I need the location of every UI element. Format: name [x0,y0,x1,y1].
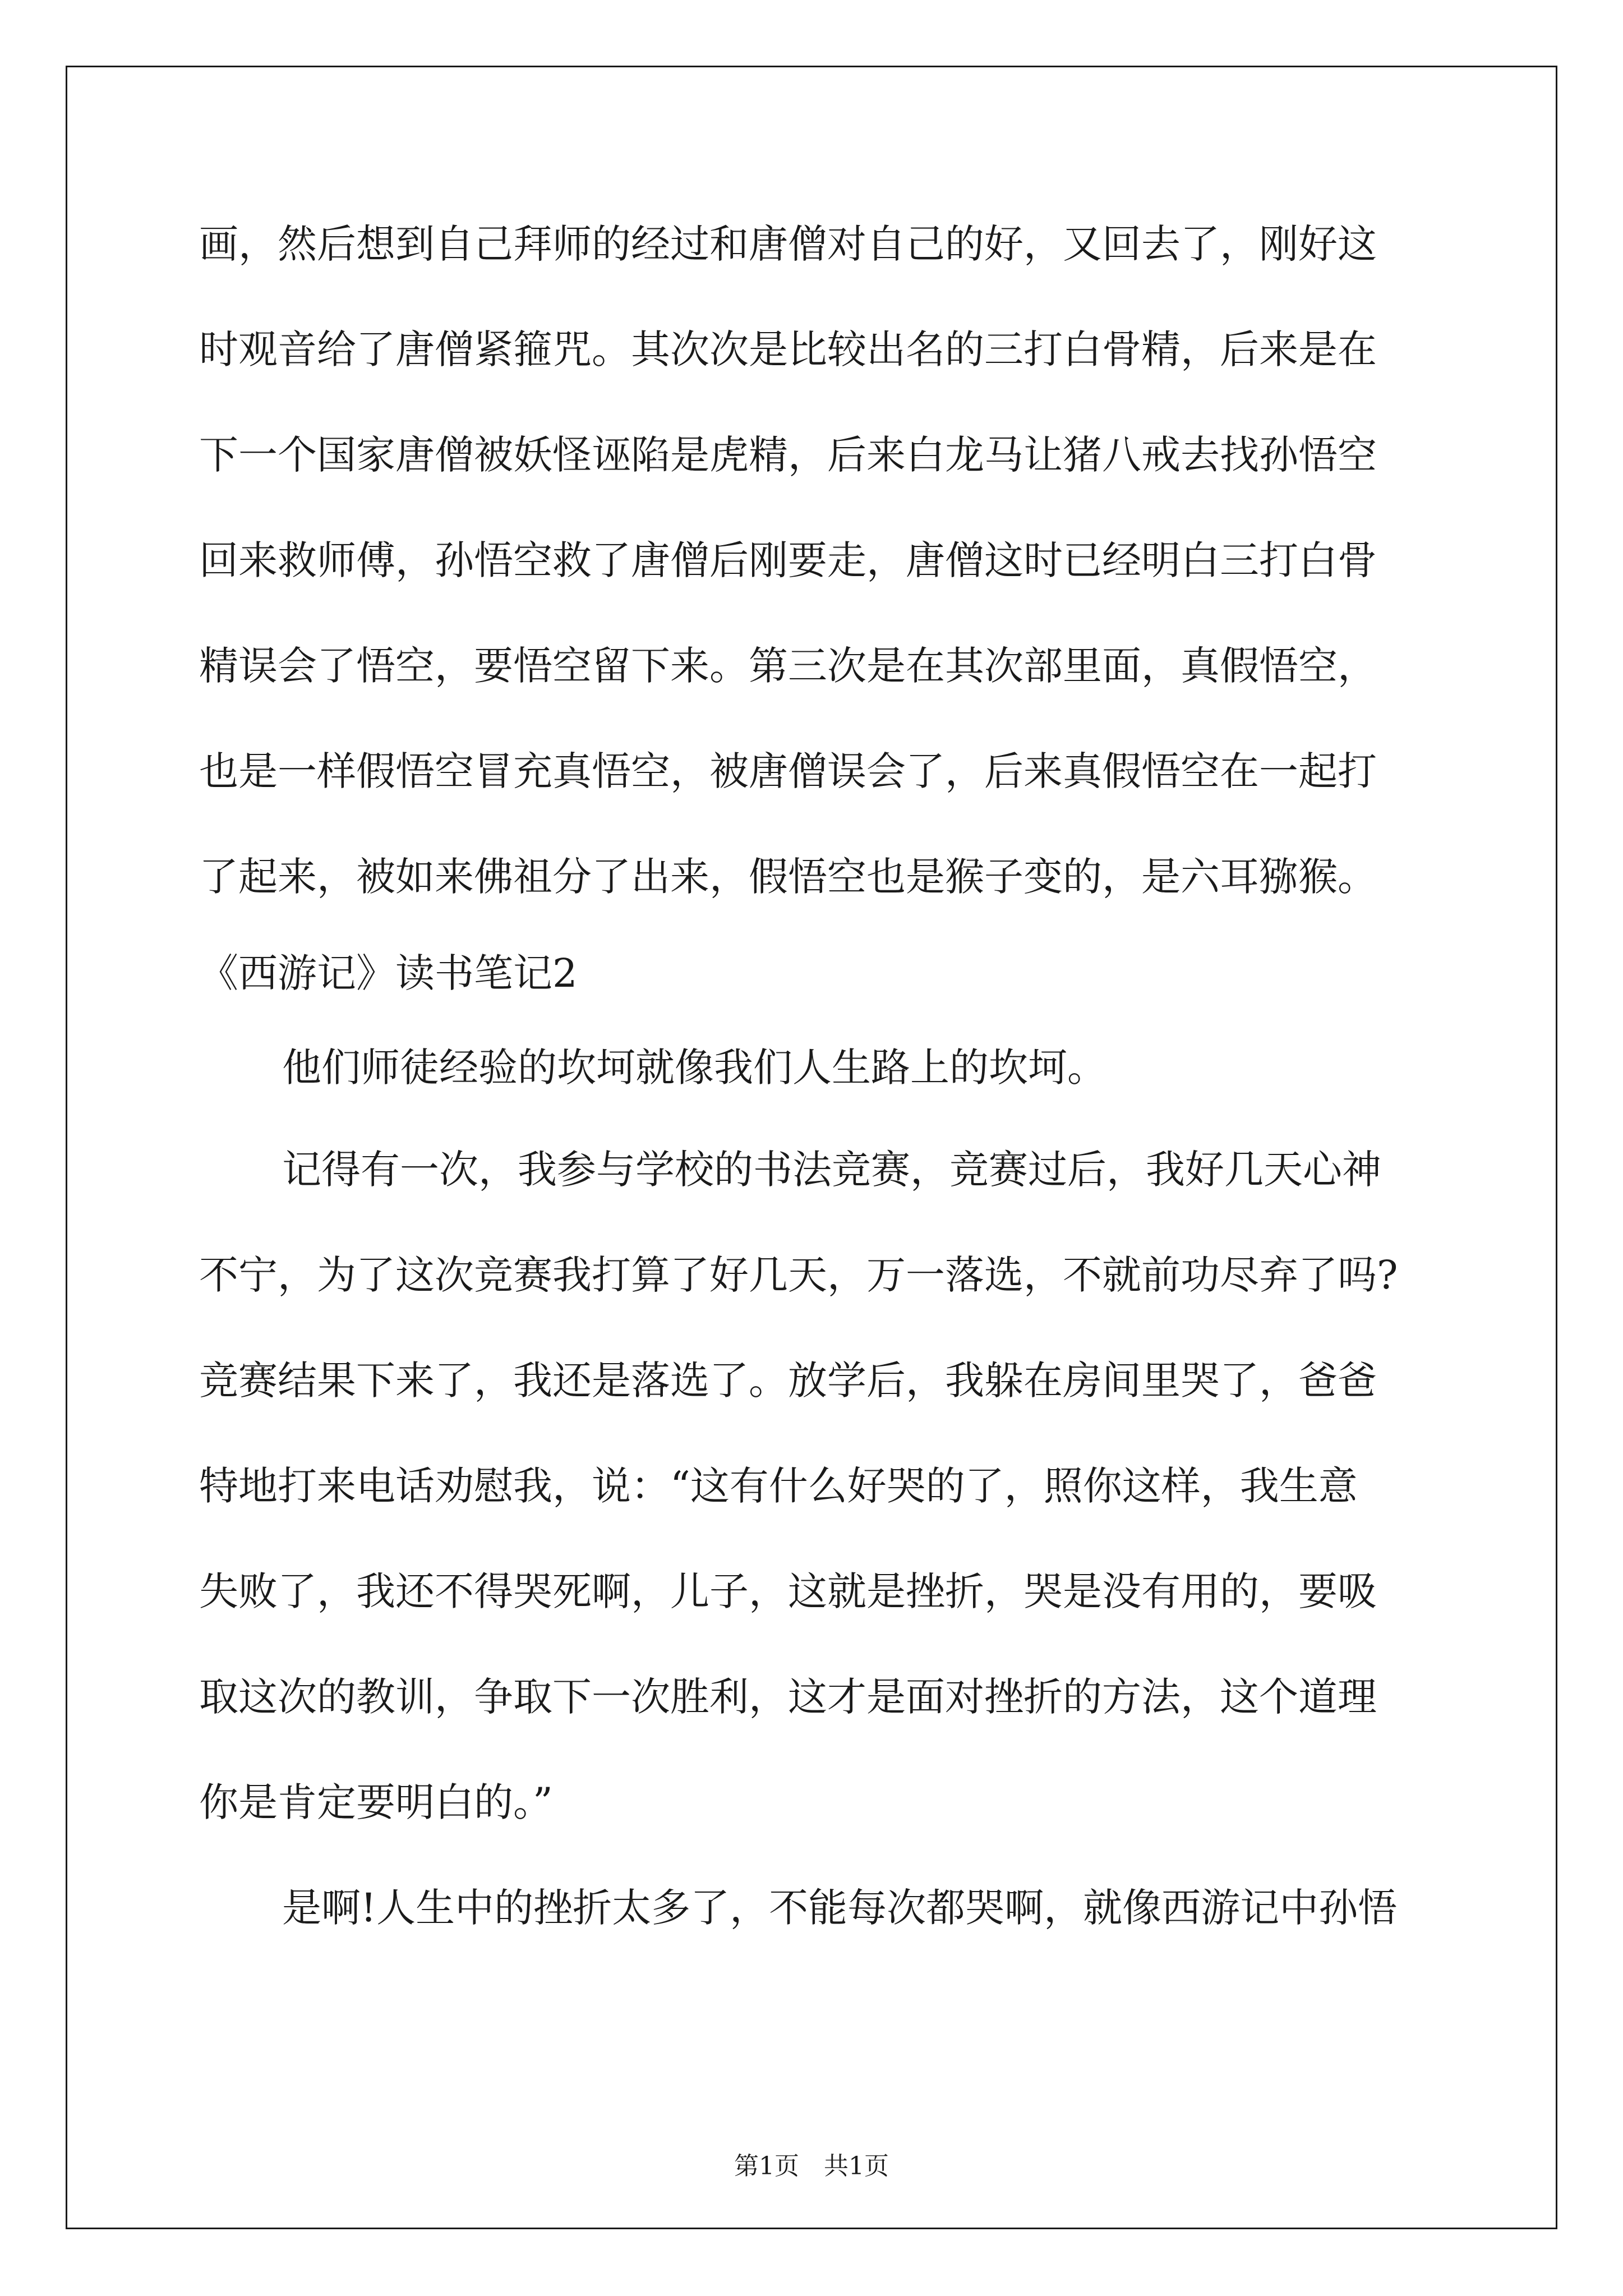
paragraph-line: 取这次的教训，争取下一次胜利，这才是面对挫折的方法，这个道理 [199,1674,1377,1720]
paragraph-line: 失败了，我还不得哭死啊，儿子，这就是挫折，哭是没有用的，要吸 [199,1568,1377,1614]
text-line: 下一个国家唐僧被妖怪诬陷是虎精，后来白龙马让猪八戒去找孙悟空 [199,432,1377,478]
paragraph-line: 不宁，为了这次竞赛我打算了好几天，万一落选，不就前功尽弃了吗? [199,1252,1398,1298]
paragraph-line: 你是肯定要明白的。” [199,1779,553,1825]
text-line: 精误会了悟空，要悟空留下来。第三次是在其次部里面，真假悟空， [199,643,1377,689]
paragraph-line: 是啊!人生中的挫折太多了，不能每次都哭啊，就像西游记中孙悟 [282,1885,1398,1931]
text-line: 也是一样假悟空冒充真悟空，被唐僧误会了，后来真假悟空在一起打 [199,748,1377,794]
paragraph-line: 竞赛结果下来了，我还是落选了。放学后，我躲在房间里哭了，爸爸 [199,1358,1377,1404]
text-line: 回来救师傅，孙悟空救了唐僧后刚要走，唐僧这时已经明白三打白骨 [199,537,1377,583]
page-number: 第1页 [734,2152,799,2180]
text-line: 了起来，被如来佛祖分了出来，假悟空也是猴子变的，是六耳猕猴。 [199,854,1377,900]
section-heading: 《西游记》读书笔记2 [199,950,578,996]
page-total: 共1页 [824,2152,889,2180]
paragraph-line: 特地打来电话劝慰我，说：“这有什么好哭的了，照你这样，我生意 [199,1463,1358,1509]
text-line: 画，然后想到自己拜师的经过和唐僧对自己的好，又回去了，刚好这 [199,221,1377,267]
paragraph-line: 记得有一次，我参与学校的书法竞赛，竞赛过后，我好几天心神 [282,1147,1381,1193]
page-footer [0,2146,1623,2182]
text-line: 时观音给了唐僧紧箍咒。其次次是比较出名的三打白骨精，后来是在 [199,326,1377,372]
paragraph-line: 他们师徒经验的坎坷就像我们人生路上的坎坷。 [282,1045,1106,1091]
